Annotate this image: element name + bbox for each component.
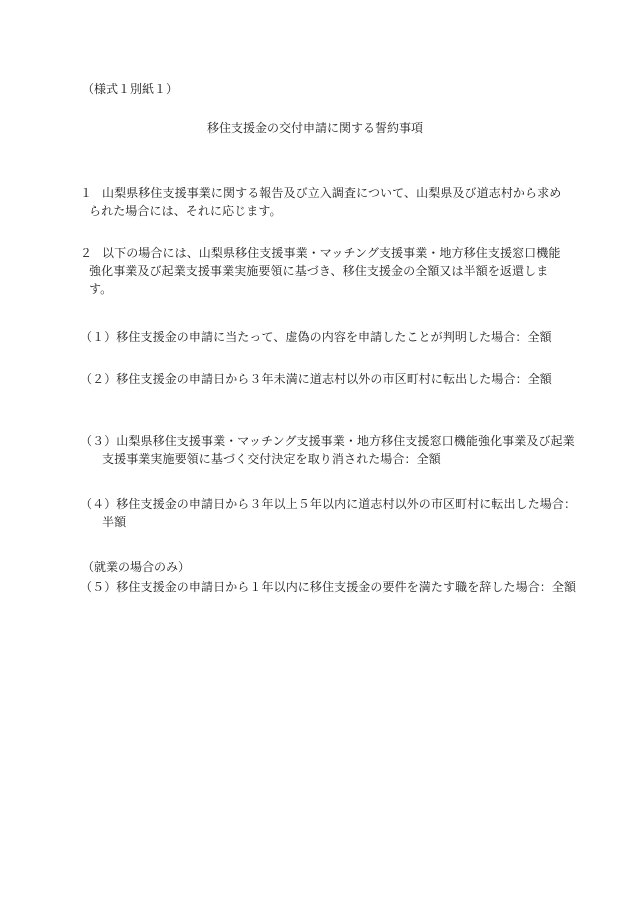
refund-condition-1-line-1: （１）移住支援金の申請に当たって、虚偽の内容を申請したことが判明した場合：全額 xyxy=(80,330,552,344)
refund-condition-3 xyxy=(80,432,575,468)
refund-condition-3-line-1: （３）山梨県移住支援事業・マッチング支援事業・地方移住支援窓口機能強化事業及び起業 xyxy=(80,434,575,448)
refund-condition-3-line-2: 支援事業実施要領に基づく交付決定を取り消された場合：全額 xyxy=(102,452,441,466)
refund-condition-4 xyxy=(80,495,577,531)
pledge-item-1-line-1: １ 山梨県移住支援事業に関する報告及び立入調査について、山梨県及び道志村から求め xyxy=(80,186,562,200)
refund-condition-5-line-1: （５）移住支援金の申請日から１年以内に移住支援金の要件を満たす職を辞した場合：全額 xyxy=(80,580,577,594)
employment-only-note: （就業の場合のみ） xyxy=(82,560,191,574)
form-label: （様式１別紙１） xyxy=(82,82,179,96)
pledge-item-1 xyxy=(80,184,560,220)
pledge-item-2-line-3: す。 xyxy=(89,282,113,296)
pledge-item-number: ２ xyxy=(80,246,93,260)
pledge-item-2 xyxy=(80,244,560,298)
refund-condition-5 xyxy=(80,578,577,596)
pledge-item-2-line-2: 強化事業及び起業支援事業実施要領に基づき、移住支援金の全額又は半額を返還しま xyxy=(89,264,549,278)
refund-condition-1 xyxy=(80,328,560,346)
refund-condition-2-line-1: （２）移住支援金の申請日から３年未満に道志村以外の市区町村に転出した場合：全額 xyxy=(80,372,552,386)
refund-condition-2 xyxy=(80,370,560,388)
refund-condition-4-line-2: 半額 xyxy=(102,515,127,529)
refund-condition-4-line-1: （４）移住支援金の申請日から３年以上５年以内に道志村以外の市区町村に転出した場合： xyxy=(80,497,577,511)
pledge-item-2-line-1: ２ 以下の場合には、山梨県移住支援事業・マッチング支援事業・地方移住支援窓口機能 xyxy=(80,246,561,260)
pledge-item-1-line-2: られた場合には、それに応じます。 xyxy=(89,204,282,218)
pledge-item-number: １ xyxy=(80,186,93,200)
document-title: 移住支援金の交付申請に関する誓約事項 xyxy=(206,121,423,135)
